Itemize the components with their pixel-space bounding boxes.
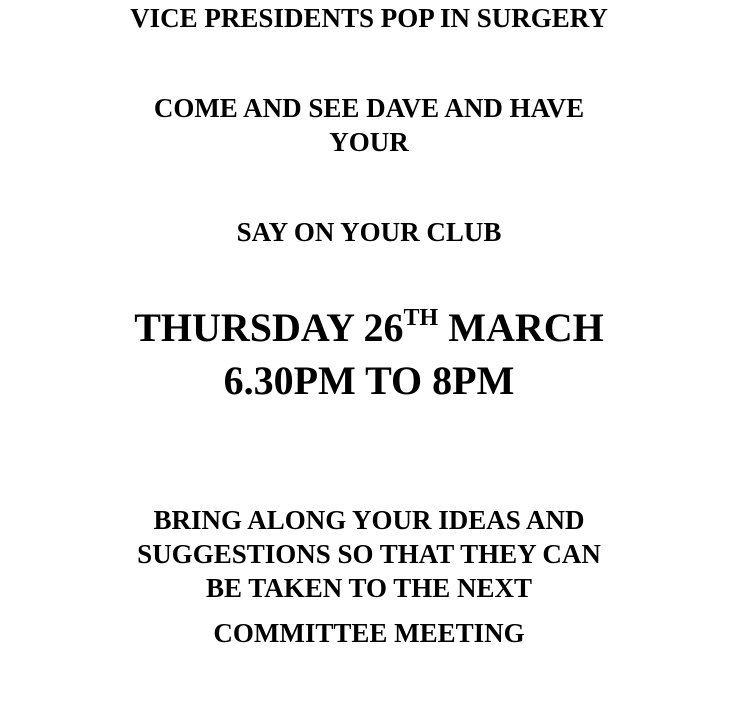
event-time: 6.30PM TO 8PM [223,358,515,403]
event-date [0,304,738,352]
bring-line-4: COMMITTEE MEETING [213,618,525,648]
bring-line-1: BRING ALONG YOUR IDEAS AND [153,505,585,535]
date-ordinal-suffix: TH [403,305,439,331]
invite-line-2: YOUR [329,127,409,157]
poster-title: VICE PRESIDENTS POP IN SURGERY [130,3,608,33]
date-month: MARCH [438,305,604,350]
invite-line-1: COME AND SEE DAVE AND HAVE [153,93,585,123]
say-line: SAY ON YOUR CLUB [236,217,502,247]
date-weekday: THURSDAY 26 [134,305,404,350]
bring-line-2: SUGGESTIONS SO THAT THEY CAN [137,539,601,569]
bring-line-3: BE TAKEN TO THE NEXT [205,573,533,603]
